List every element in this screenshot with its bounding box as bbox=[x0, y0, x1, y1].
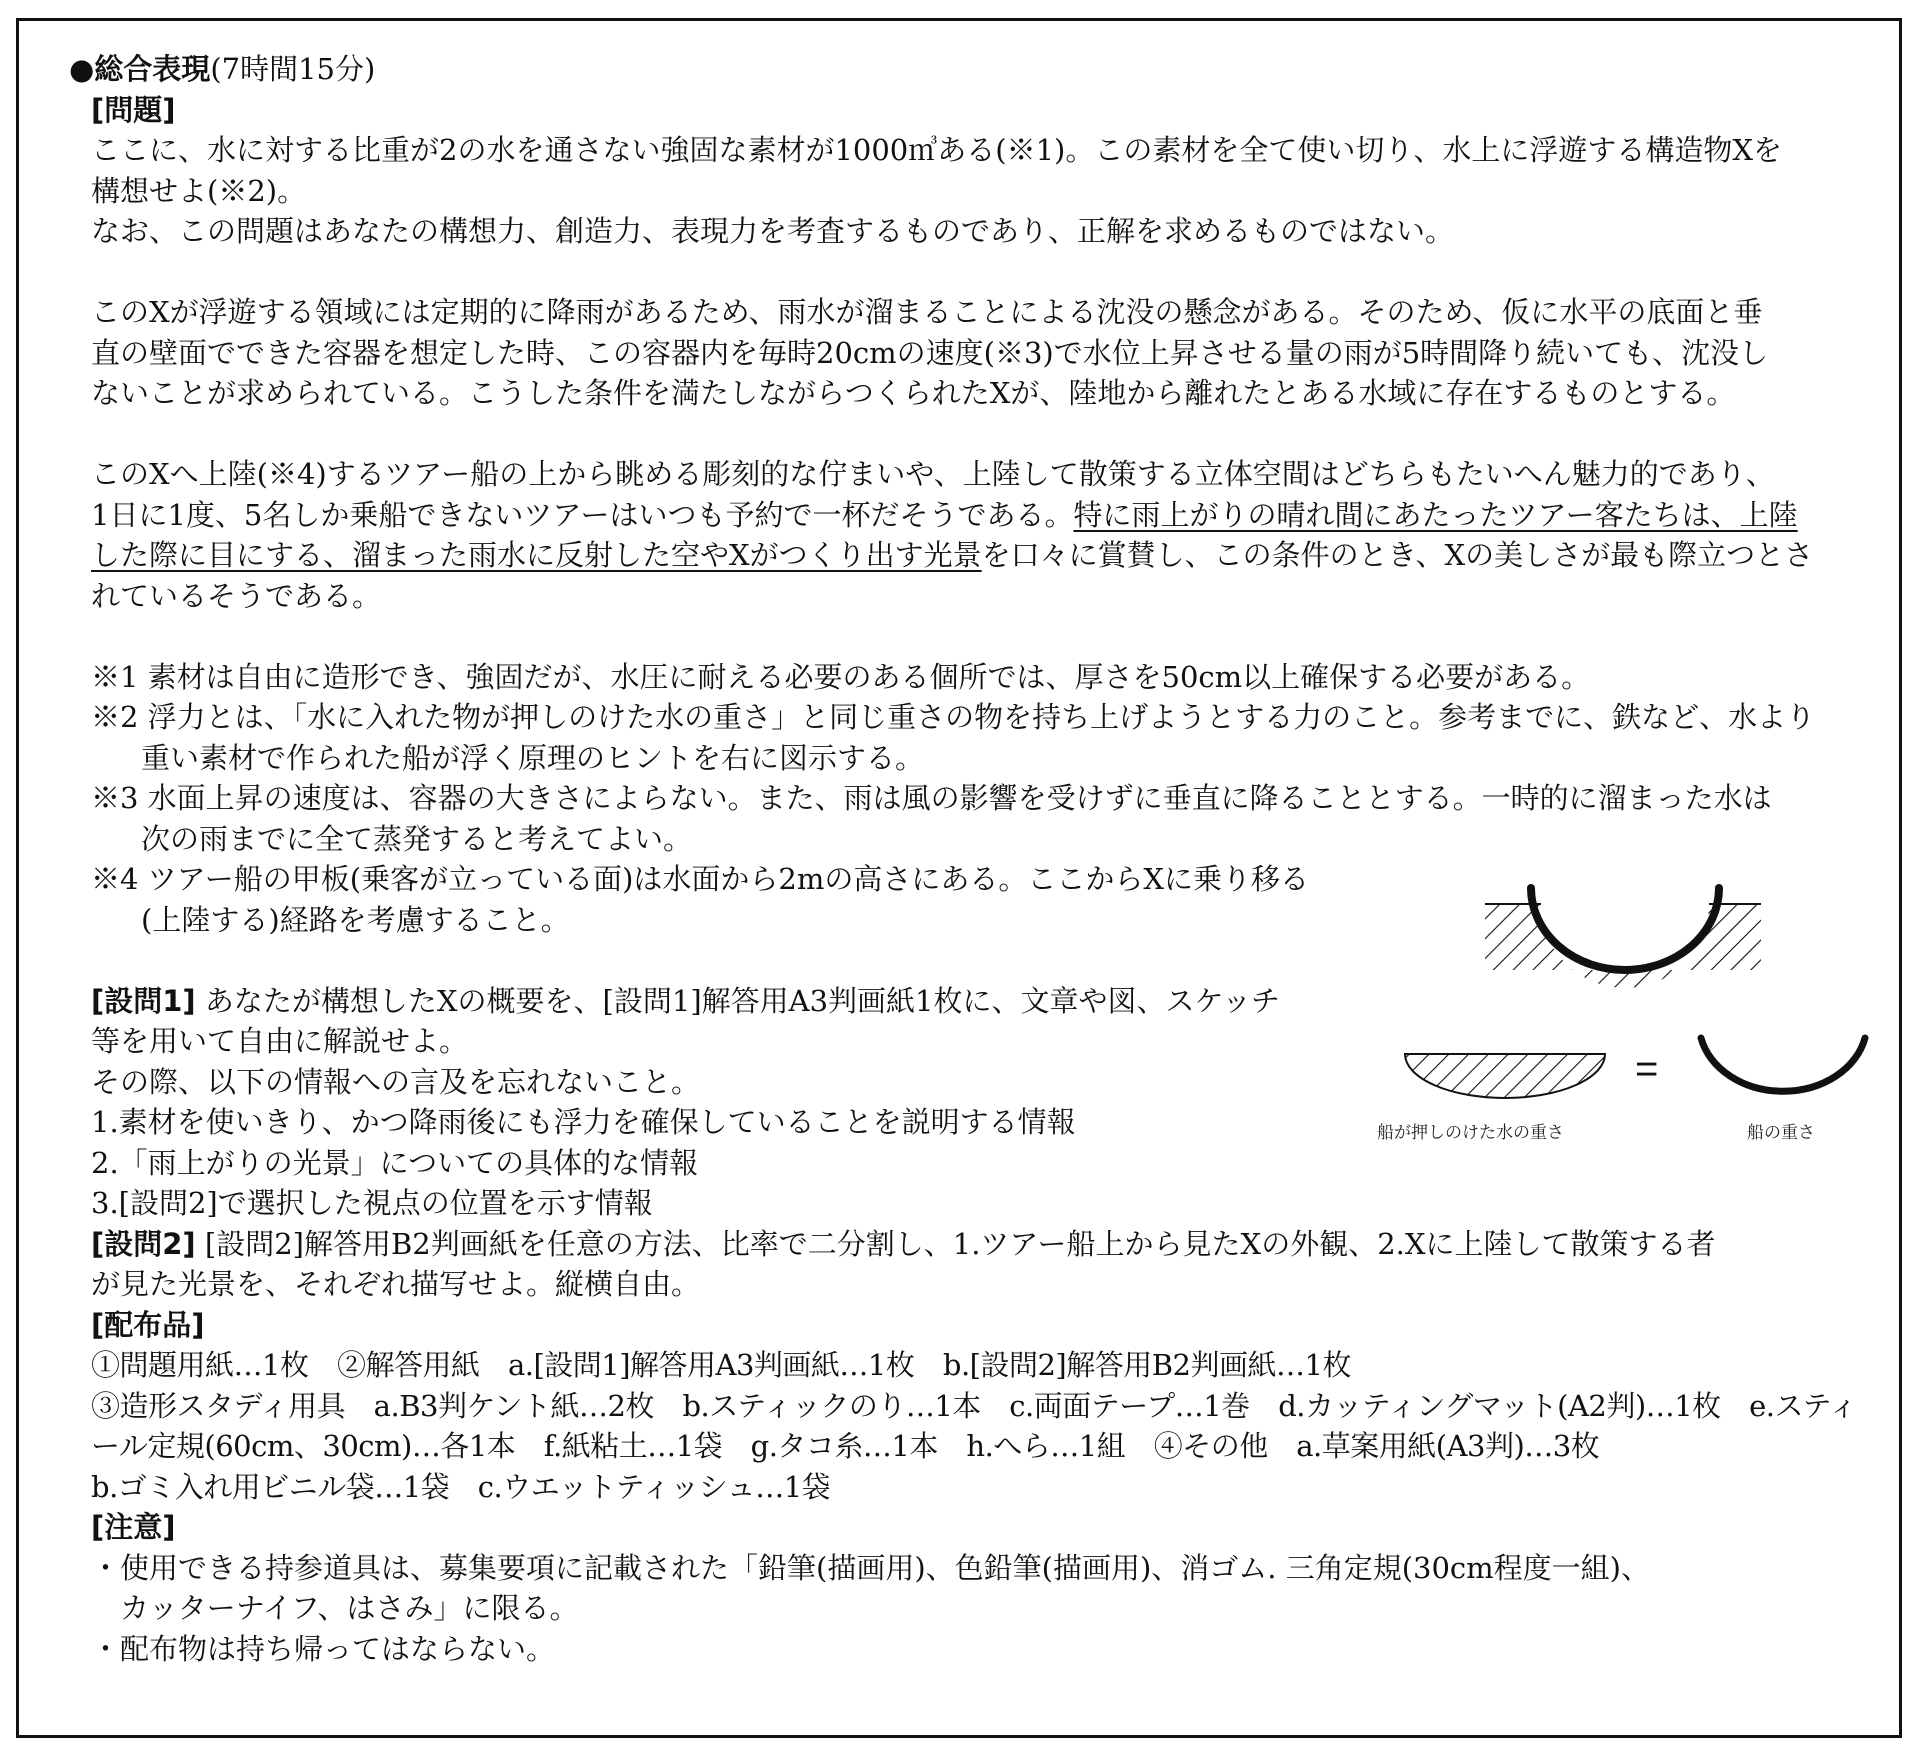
exam-content bbox=[69, 49, 1889, 1669]
ship-hull-bottom bbox=[1701, 1038, 1865, 1091]
problem-p3-line-4: れているそうである。 bbox=[91, 578, 382, 613]
problem-p3-line-3 bbox=[69, 535, 1889, 576]
q1-text: あなたが構想したXの概要を、[設問1]解答用A3判画紙1枚に、文章や図、スケッチ bbox=[204, 983, 1281, 1018]
problem-p3-line-2-plain: 1日に1度、5名しか乗船できないツアーはいつも予約で一杯だそうである。 bbox=[91, 497, 1074, 532]
q1-line-2: 等を用いて自由に解説せよ。 bbox=[91, 1024, 469, 1058]
problem-p2-line-2: 直の壁面でできた容器を想定した時、この容器内を毎時20cmの速度(※3)で水位上昇させる量の雨が5時間降り続いても、沈没し bbox=[91, 335, 1769, 370]
q1-line-6: 3.[設問2]で選択した視点の位置を示す情報 bbox=[91, 1186, 653, 1220]
q2-text: [設問2]解答用B2判画紙を任意の方法、比率で二分割し、1.ツアー船上から見たXの外観、2.Xに上陸して散策する者 bbox=[204, 1226, 1716, 1261]
note-label: ※3 bbox=[91, 781, 139, 815]
note-4-cont: (上陸する)経路を考慮すること。 bbox=[141, 902, 570, 937]
exam-title-line bbox=[69, 49, 1889, 90]
q2-line-1 bbox=[69, 1224, 1889, 1265]
buoyancy-figure bbox=[1365, 860, 1885, 1160]
q1-line-3: その際、以下の情報への言及を忘れないこと。 bbox=[91, 1064, 701, 1099]
q1-line-4: 1.素材を使いきり、かつ降雨後にも浮力を確保していることを説明する情報 bbox=[91, 1105, 1076, 1139]
caption-ship-weight: 船の重さ bbox=[1747, 1123, 1815, 1143]
problem-p1-line-3: なお、この問題はあなたの構想力、創造力、表現力を考査するものであり、正解を求めるものではない。 bbox=[91, 214, 1455, 248]
note-text: 浮力とは、「水に入れた物が押しのけた水の重さ」と同じ重さの物を持ち上げようとする力のこと。参考までに、鉄など、水より bbox=[147, 700, 1816, 734]
problem-heading: [問題] bbox=[91, 92, 176, 127]
caution-heading: [注意] bbox=[91, 1510, 176, 1544]
note-label: ※4 bbox=[91, 862, 139, 896]
exam-title: ●総合表現 bbox=[69, 52, 211, 86]
materials-line-2: ③造形スタディ用具 a.B3判ケント紙…2枚 b.スティックのり…1本 c.両面テープ…1巻 d.カッティングマット(A2判)…1枚 e.スティ bbox=[91, 1388, 1858, 1423]
note-2-cont: 重い素材で作られた船が浮く原理のヒントを右に図示する。 bbox=[141, 740, 925, 775]
materials-line-1: ①問題用紙…1枚 ②解答用紙 a.[設問1]解答用A3判画紙…1枚 b.[設問2]解答用B2判画紙…1枚 bbox=[91, 1348, 1351, 1382]
note-text: ツアー船の甲板(乗客が立っている面)は水面から2mの高さにある。ここからXに乗り移る bbox=[147, 862, 1310, 896]
exam-time: (7時間15分) bbox=[210, 52, 376, 86]
note-text: 水面上昇の速度は、容器の大きさによらない。また、雨は風の影響を受けずに垂直に降ることとする。一時的に溜まった水は bbox=[147, 781, 1772, 815]
caption-displaced-water: 船が押しのけた水の重さ bbox=[1377, 1123, 1564, 1143]
materials-line-3: ール定規(60cm、30cm)…各1本 f.紙粘土…1袋 g.タコ糸…1本 h.へら…1組 ④その他 a.草案用紙(A3判)…3枚 bbox=[91, 1429, 1600, 1463]
problem-p3-line-3-underlined: した際に目にする、溜まった雨水に反射した空やXがつくり出す光景 bbox=[91, 538, 982, 572]
note-1 bbox=[69, 657, 1889, 698]
equals-sign: = bbox=[1635, 1047, 1659, 1091]
note-label: ※2 bbox=[91, 700, 139, 734]
displaced-water-shape bbox=[1405, 1054, 1605, 1098]
problem-p3-line-2-underlined: 特に雨上がりの晴れ間にあたったツアー客たちは、上陸 bbox=[1073, 497, 1798, 532]
caution-line-3: ・配布物は持ち帰ってはならない。 bbox=[91, 1631, 556, 1666]
note-2 bbox=[69, 697, 1889, 738]
problem-p2-line-1: このXが浮遊する領域には定期的に降雨があるため、雨水が溜まることによる沈没の懸念がある。そのため、仮に水平の底面と垂 bbox=[91, 295, 1763, 329]
note-3-cont: 次の雨までに全て蒸発すると考えてよい。 bbox=[141, 821, 693, 856]
problem-p3-line-1: このXへ上陸(※4)するツアー船の上から眺める彫刻的な佇まいや、上陸して散策する立体空間はどちらもたいへん魅力的であり、 bbox=[91, 457, 1775, 491]
q2-line-2: が見た光景を、それぞれ描写せよ。縦横自由。 bbox=[91, 1267, 701, 1301]
problem-p2-line-3: ないことが求められている。こうした条件を満たしながらつくられたXが、陸地から離れたとある水域に存在するものとする。 bbox=[91, 376, 1736, 410]
note-text: 素材は自由に造形でき、強固だが、水圧に耐える必要のある個所では、厚さを50cm以上確保する必要がある。 bbox=[147, 659, 1591, 694]
caution-line-2: カッターナイフ、はさみ」に限る。 bbox=[91, 1591, 579, 1625]
problem-p3-line-3-plain: を口々に賞賛し、この条件のとき、Xの美しさが最も際立つとさ bbox=[981, 538, 1814, 572]
materials-line-4: b.ゴミ入れ用ビニル袋…1袋 c.ウエットティッシュ…1袋 bbox=[91, 1469, 831, 1504]
caution-line-1: ・使用できる持参道具は、募集要項に記載された「鉛筆(描画用)、色鉛筆(描画用)、消ゴム. 三角定規(30cm程度一組)、 bbox=[91, 1550, 1650, 1585]
problem-p3-line-2 bbox=[69, 495, 1889, 536]
problem-p1-line-1: ここに、水に対する比重が2の水を通さない強固な素材が1000㎥ある(※1)。この素材を全て使い切り、水上に浮遊する構造物Xを bbox=[91, 133, 1782, 167]
problem-p1-line-2: 構想せよ(※2)。 bbox=[91, 173, 307, 208]
water-hatch-top bbox=[1485, 904, 1761, 988]
materials-heading: [配布品] bbox=[91, 1307, 205, 1342]
buoyancy-diagram bbox=[1365, 860, 1885, 1160]
q1-line-5: 2.「雨上がりの光景」についての具体的な情報 bbox=[91, 1145, 699, 1180]
note-label: ※1 bbox=[91, 659, 139, 694]
q1-heading: [設問1] bbox=[91, 983, 196, 1018]
q2-heading: [設問2] bbox=[91, 1226, 196, 1261]
note-3 bbox=[69, 778, 1889, 819]
